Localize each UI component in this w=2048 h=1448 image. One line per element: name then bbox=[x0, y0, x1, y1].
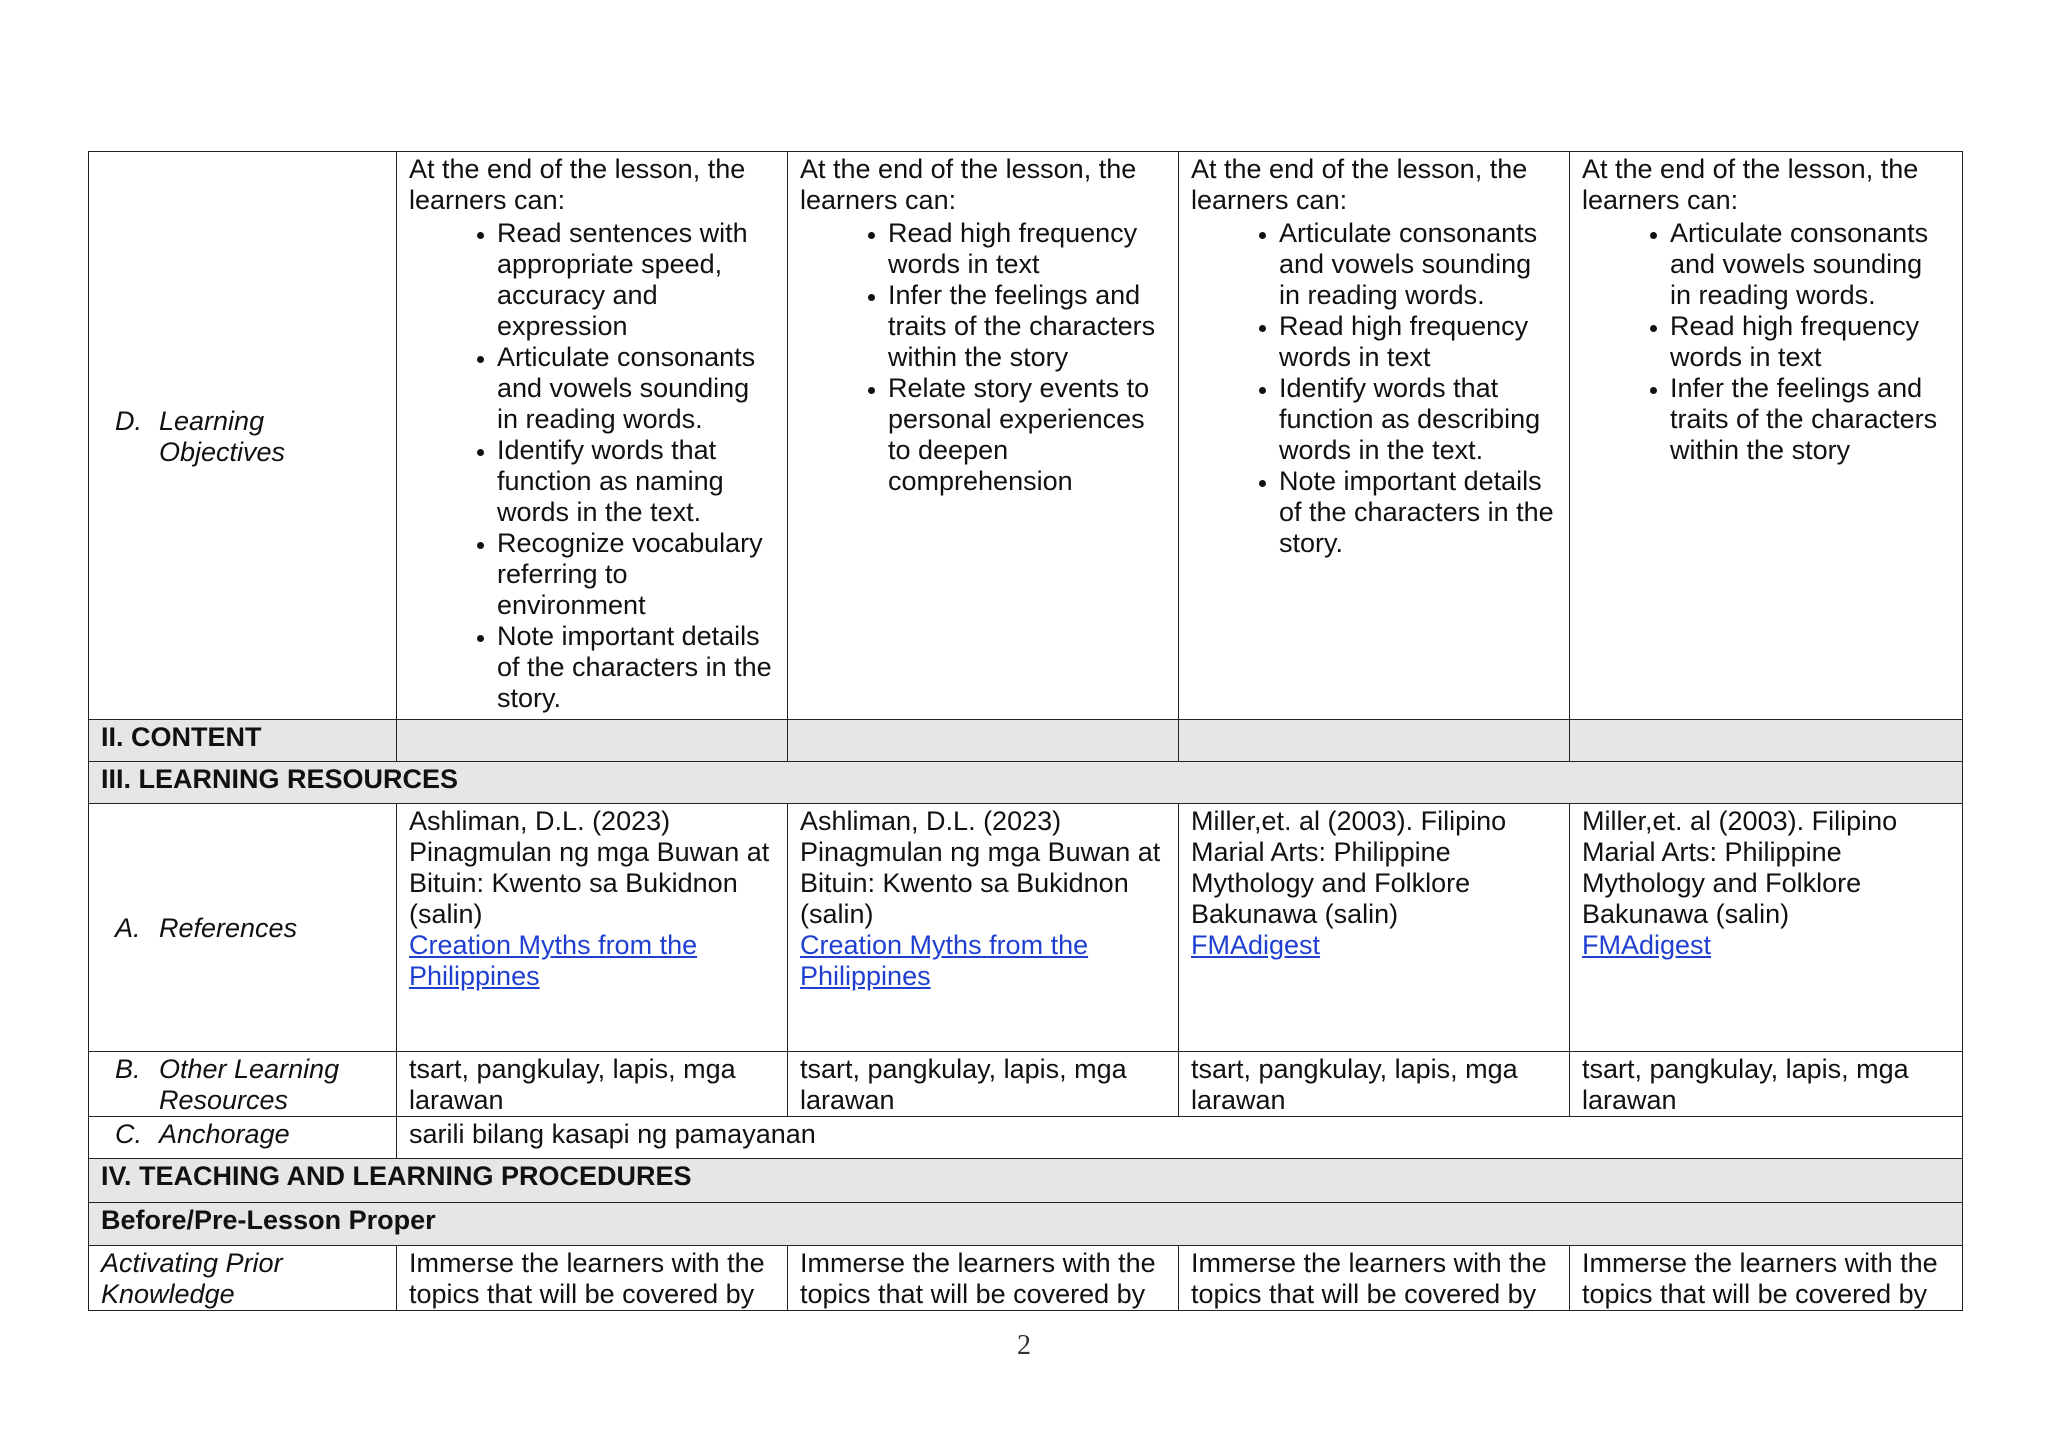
objective-item: • Infer the feelings and traits of the characters within the story bbox=[1670, 373, 1950, 466]
references-label: References bbox=[159, 913, 298, 943]
objectives-label: Learning Objectives bbox=[159, 405, 286, 467]
content-heading: II. CONTENT bbox=[89, 720, 397, 762]
objective-item: • Articulate consonants and vowels sounding in reading words. bbox=[1670, 218, 1950, 311]
other-resources-cell: tsart, pangkulay, lapis, mga larawan bbox=[1570, 1052, 1963, 1117]
reference-cell bbox=[1179, 804, 1570, 1052]
reference-link[interactable]: Creation Myths from the Philippines bbox=[800, 930, 1089, 991]
anchorage-row bbox=[89, 1117, 1963, 1159]
anchorage-label: Anchorage bbox=[159, 1119, 290, 1149]
other-resources-cell: tsart, pangkulay, lapis, mga larawan bbox=[397, 1052, 788, 1117]
objectives-list bbox=[1191, 218, 1557, 559]
lesson-plan-table bbox=[88, 151, 1963, 1311]
page-number: 2 bbox=[1017, 1330, 1031, 1361]
other-resources-cell: tsart, pangkulay, lapis, mga larawan bbox=[1179, 1052, 1570, 1117]
pre-lesson-heading: Before/Pre-Lesson Proper bbox=[89, 1203, 1963, 1246]
objective-item: • Recognize vocabulary referring to environment bbox=[497, 528, 775, 621]
reference-cell bbox=[397, 804, 788, 1052]
objective-item: • Identify words that function as describing words in the text. bbox=[1279, 373, 1557, 466]
content-cell bbox=[397, 720, 788, 762]
reference-cell bbox=[1570, 804, 1963, 1052]
pre-lesson-row bbox=[89, 1203, 1963, 1246]
objectives-cell bbox=[788, 152, 1179, 720]
anchorage-text: sarili bilang kasapi ng pamayanan bbox=[397, 1117, 1963, 1159]
objectives-label-cell bbox=[89, 152, 397, 720]
other-resources-label-cell bbox=[89, 1052, 397, 1117]
content-cell bbox=[1179, 720, 1570, 762]
objective-item: • Articulate consonants and vowels sounding in reading words. bbox=[497, 342, 775, 435]
resources-heading: III. LEARNING RESOURCES bbox=[89, 762, 1963, 804]
anchorage-letter: C. bbox=[115, 1119, 142, 1149]
objective-item: • Read high frequency words in text bbox=[1670, 311, 1950, 373]
reference-link[interactable]: FMAdigest bbox=[1191, 930, 1321, 960]
objective-item: • Articulate consonants and vowels sounding in reading words. bbox=[1279, 218, 1557, 311]
objectives-cell bbox=[1570, 152, 1963, 720]
activating-cell: Immerse the learners with the topics that will be covered by bbox=[788, 1246, 1179, 1311]
procedures-heading-row bbox=[89, 1159, 1963, 1203]
activating-row bbox=[89, 1246, 1963, 1311]
reference-text: Miller,et. al (2003). Filipino Marial Arts: Philippine Mythology and Folklore Bakunawa (salin) bbox=[1191, 806, 1507, 929]
procedures-heading: IV. TEACHING AND LEARNING PROCEDURES bbox=[89, 1159, 1963, 1203]
other-resources-label: Other Learning Resources bbox=[159, 1054, 340, 1115]
reference-text: Miller,et. al (2003). Filipino Marial Arts: Philippine Mythology and Folklore Bakunawa (salin) bbox=[1582, 806, 1898, 929]
resources-heading-row bbox=[89, 762, 1963, 804]
activating-cell: Immerse the learners with the topics that will be covered by bbox=[1570, 1246, 1963, 1311]
reference-cell bbox=[788, 804, 1179, 1052]
other-resources-cell: tsart, pangkulay, lapis, mga larawan bbox=[788, 1052, 1179, 1117]
objective-item: • Note important details of the characters in the story. bbox=[1279, 466, 1557, 559]
content-row bbox=[89, 720, 1963, 762]
reference-link[interactable]: FMAdigest bbox=[1582, 930, 1712, 960]
objectives-cell bbox=[1179, 152, 1570, 720]
objective-item: • Read high frequency words in text bbox=[1279, 311, 1557, 373]
objectives-list bbox=[1582, 218, 1950, 466]
activating-cell: Immerse the learners with the topics that will be covered by bbox=[1179, 1246, 1570, 1311]
objective-item: • Read high frequency words in text bbox=[888, 218, 1166, 280]
objective-item: • Infer the feelings and traits of the characters within the story bbox=[888, 280, 1166, 373]
content-cell bbox=[788, 720, 1179, 762]
reference-link[interactable]: Creation Myths from the Philippines bbox=[409, 930, 698, 991]
objectives-intro: At the end of the lesson, the learners can: bbox=[1191, 154, 1528, 215]
reference-text: Ashliman, D.L. (2023) Pinagmulan ng mga Buwan at Bituin: Kwento sa Bukidnon (salin) bbox=[409, 806, 770, 929]
objective-item: • Relate story events to personal experiences to deepen comprehension bbox=[888, 373, 1166, 497]
references-label-cell bbox=[89, 804, 397, 1052]
objective-item: • Identify words that function as naming words in the text. bbox=[497, 435, 775, 528]
references-row bbox=[89, 804, 1963, 1052]
objectives-intro: At the end of the lesson, the learners can: bbox=[1582, 154, 1919, 215]
objective-item: • Note important details of the characters in the story. bbox=[497, 621, 775, 714]
anchorage-label-cell bbox=[89, 1117, 397, 1159]
other-resources-row bbox=[89, 1052, 1963, 1117]
references-letter: A. bbox=[115, 913, 141, 943]
objectives-cell bbox=[397, 152, 788, 720]
other-resources-letter: B. bbox=[115, 1054, 141, 1084]
activating-cell: Immerse the learners with the topics that will be covered by bbox=[397, 1246, 788, 1311]
objectives-letter: D. bbox=[115, 405, 142, 436]
objectives-row bbox=[89, 152, 1963, 720]
objectives-intro: At the end of the lesson, the learners can: bbox=[409, 154, 746, 215]
objectives-list bbox=[409, 218, 775, 714]
content-cell bbox=[1570, 720, 1963, 762]
objective-item: • Read sentences with appropriate speed, accuracy and expression bbox=[497, 218, 775, 342]
reference-text: Ashliman, D.L. (2023) Pinagmulan ng mga Buwan at Bituin: Kwento sa Bukidnon (salin) bbox=[800, 806, 1161, 929]
activating-label: Activating Prior Knowledge bbox=[89, 1246, 397, 1311]
objectives-intro: At the end of the lesson, the learners can: bbox=[800, 154, 1137, 215]
objectives-list bbox=[800, 218, 1166, 497]
